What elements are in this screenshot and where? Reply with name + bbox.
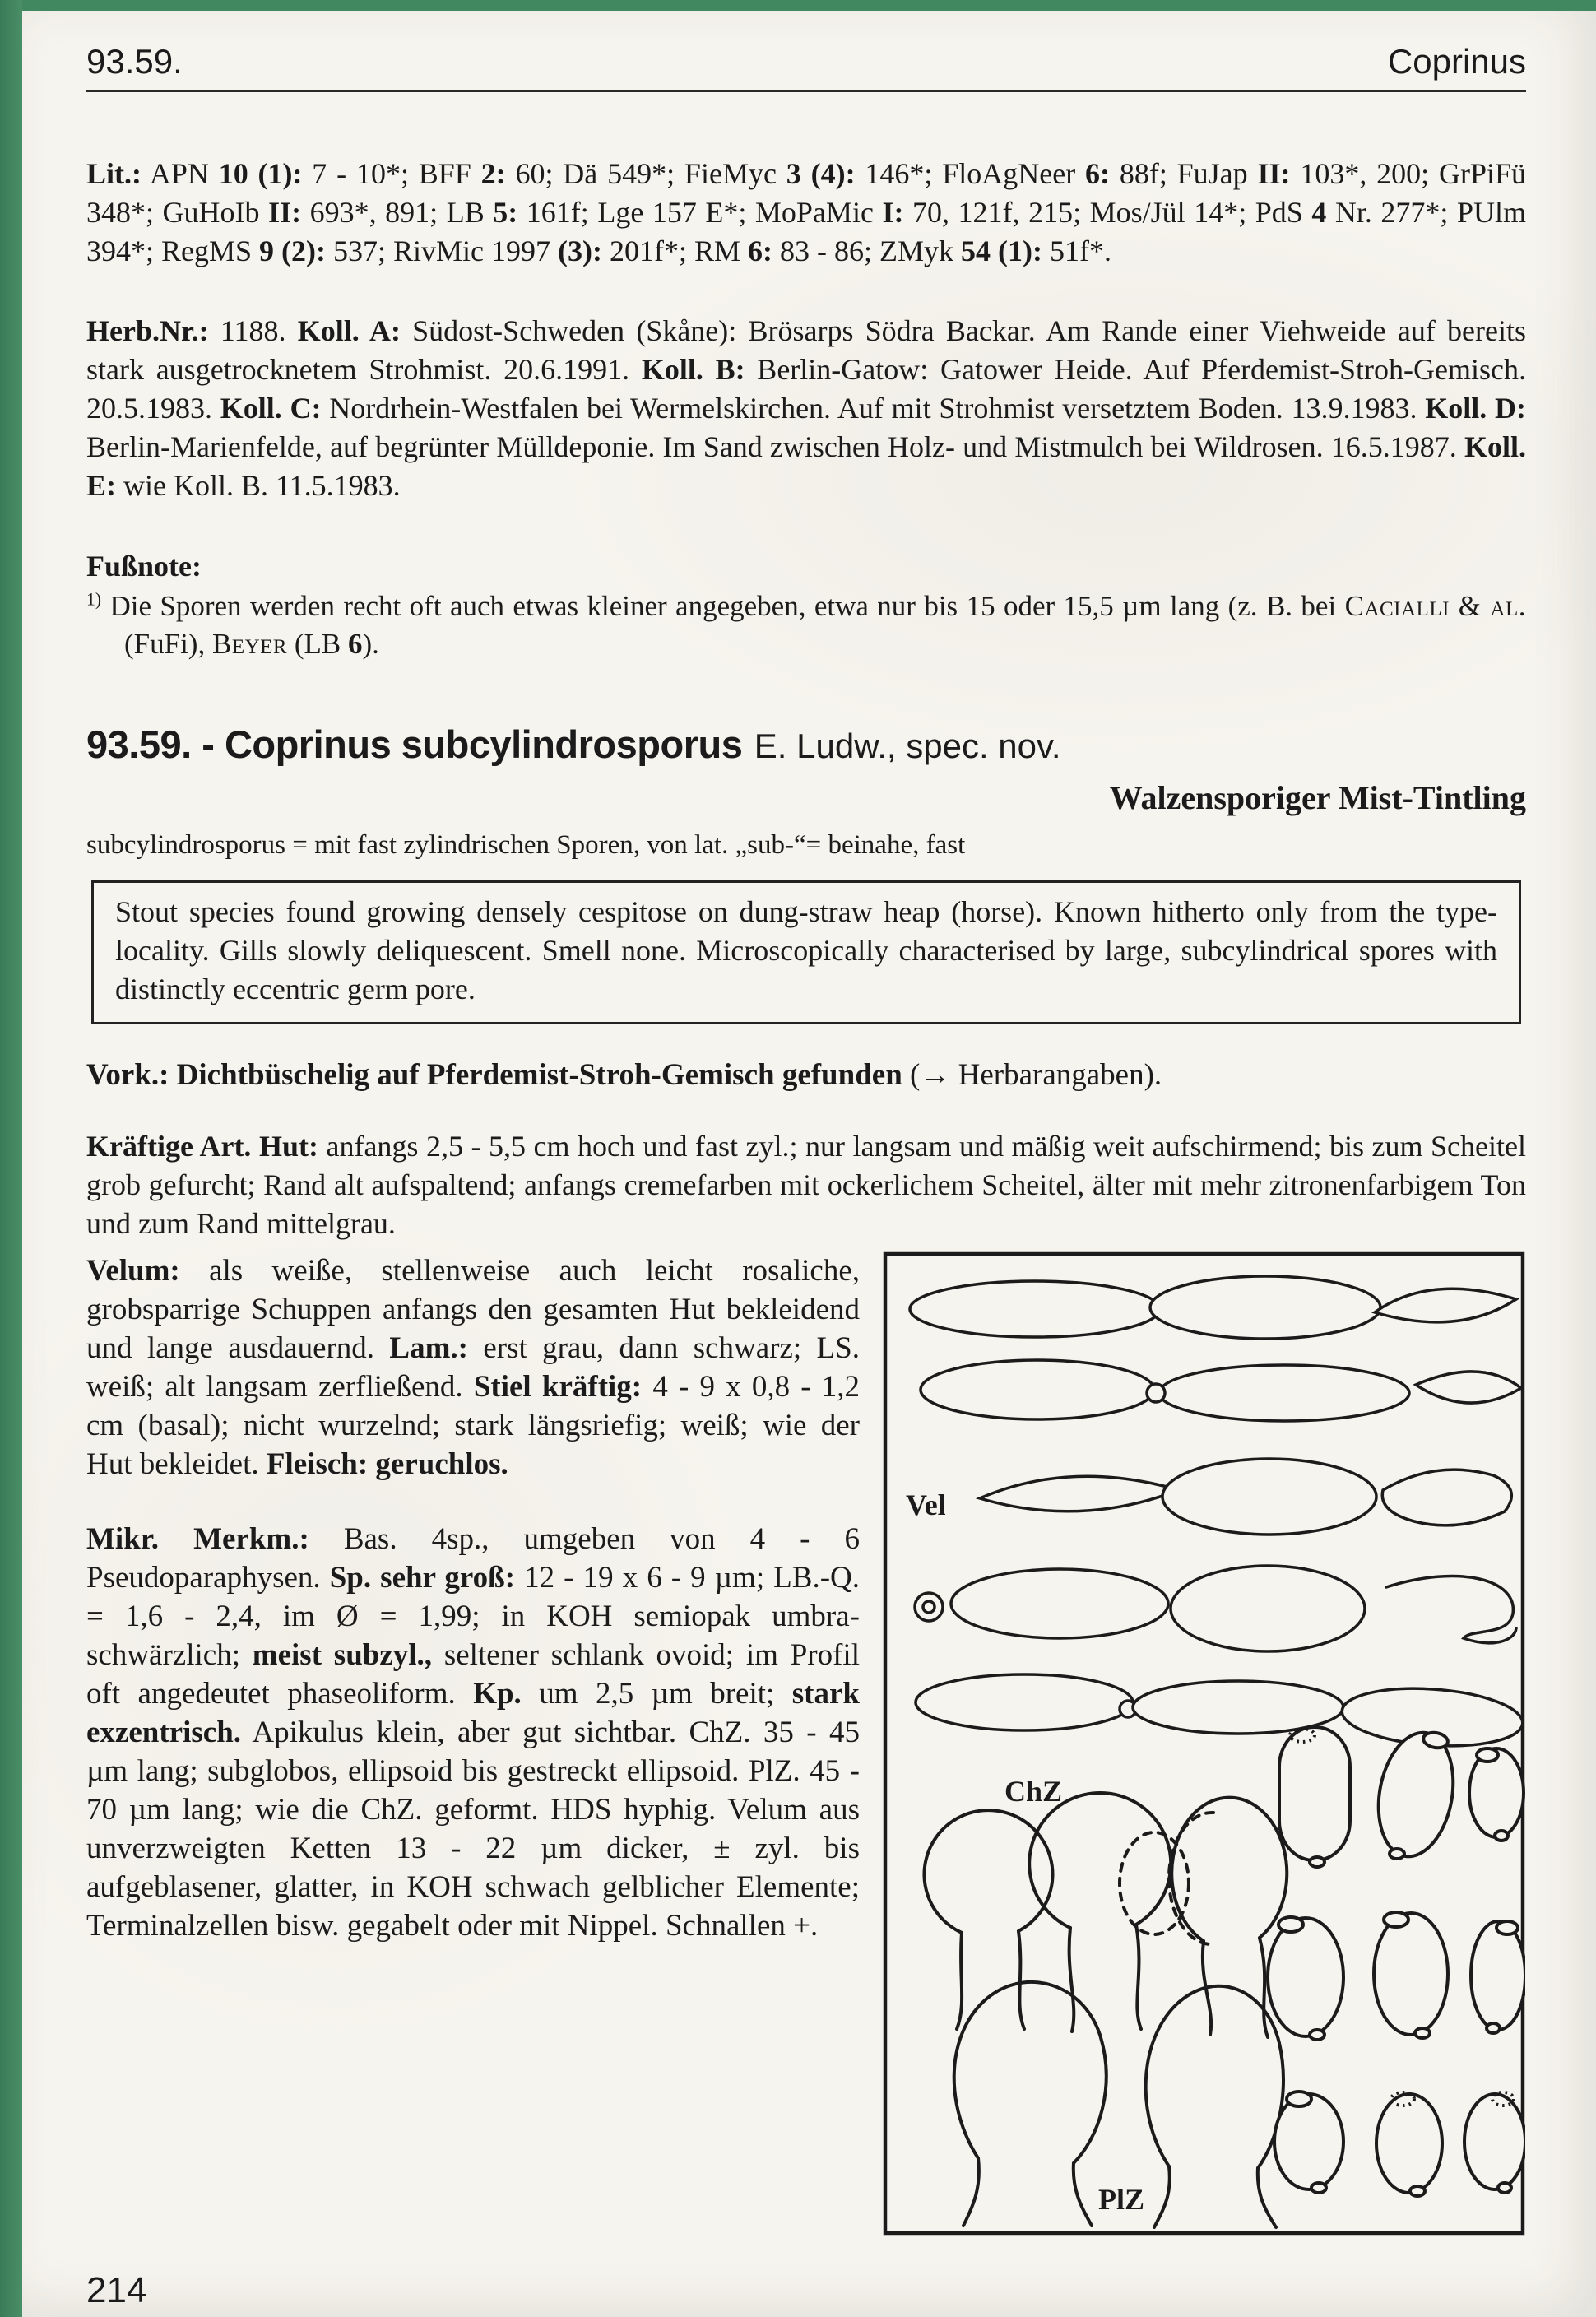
herbarium-paragraph: Herb.Nr.: 1188. Koll. A: Südost-Schweden (Skåne): Brösarps Södra Backar. Am Rande einer Viehweide auf bereits stark ausgetrocknetem Strohmist. 20.6.1991. Koll. B: Berlin-Gatow: Gatower Heide. Auf Pferdemist-Stroh-Gemisch. 20.5.1983. Koll. C: Nordrhein-Westfalen bei Wermelskirchen. Auf mit Strohmist versetztem Boden. 13.9.1983. Koll. D: Berlin-Marienfelde, auf begrünter Mülldeponie. Im Sand zwischen Holz- und Mistmulch bei Wildrosen. 16.5.1987. Koll. E: wie Koll. B. 11.5.1983. <box>86 314 1527 502</box>
literature-paragraph: Lit.: APN 10 (1): 7 - 10*; BFF 2: 60; Dä 549*; FieMyc 3 (4): 146*; FloAgNeer 6: 88f; FuJap II: 103*, 200; GrPiFü 348*; GuHoIb II: 693*, 891; LB 5: 161f; Lge 157 E*; MoPaMic I: 70, 121f, 215; Mos/Jül 14*; PdS 4 Nr. 277*; PUlm 394*; RegMS 9 (2): 537; RivMic 1997 (3): 201f*; RM 6: 83 - 86; ZMyk 54 (1): 51f*. <box>86 157 1527 267</box>
figure-label-cheilocystidia: ChZ <box>1004 1775 1063 1808</box>
macro-description-paragraph: Kräftige Art. Hut: anfangs 2,5 - 5,5 cm hoch und fast zyl.; nur langsam und mäßig weit aufschirmend; bis zum Scheitel grob gefurcht; Rand alt aufspaltend; anfangs cremefarben mit ockerlichem Scheitel, älter mit mehr zitronenfarbigem Ton und zum Rand mittelgrau. <box>86 1130 1527 1240</box>
english-diagnosis-text: Stout species found growing densely cespitose on dung-straw heap (horse). Known hitherto only from the type-locality. Gills slowly deliquescent. Smell none. Microscopically characterised by large, subcylindrical spores with distinctly eccentric germ pore. <box>115 895 1497 1005</box>
footnote-title: Fußnote: <box>86 550 202 583</box>
velum-paragraph: Velum: als weiße, stellenweise auch leicht rosaliche, grobsparrige Schuppen anfangs den gesamten Hut bekleidend und lange ausdauernd. Lam.: erst grau, dann schwarz; LS. weiß; alt langsam zerfließend. Stiel kräftig: 4 - 9 x 0,8 - 1,2 cm (basal); nicht wurzelnd; stark längsriefig; weiß; wie der Hut bekleidet. Fleisch: geruchlos. <box>86 1254 860 1481</box>
scan-edge-left <box>0 0 22 2317</box>
two-column-region <box>86 1251 1526 2236</box>
german-common-name: Walzensporiger Mist-Tintling <box>1109 779 1526 816</box>
spores-drawing <box>1268 1727 1525 2196</box>
page-number: 214 <box>86 2270 147 2310</box>
micro-figure <box>883 1251 1525 2236</box>
figure-label-velum: Vel <box>906 1488 946 1521</box>
book-page <box>22 11 1596 2317</box>
header-rule <box>86 90 1526 92</box>
footnote-text: $^{1)}$ Die Sporen werden recht oft auch etwas kleiner angegeben, etwa nur bis 15 oder 15,5 µm lang (z. B. bei Cacialli & al. (FuFi), Beyer (LB 6). <box>86 589 1526 660</box>
species-heading-author: E. Ludw., spec. nov. <box>754 727 1061 765</box>
left-text-column <box>86 1251 860 2236</box>
figure-label-pleurocystidia: PlZ <box>1098 2183 1145 2216</box>
footnote-block <box>86 548 1526 663</box>
running-header-section-number: 93.59. <box>86 42 183 81</box>
english-diagnosis-box <box>91 880 1521 1024</box>
cheilocystidia-drawing <box>924 1793 1287 2037</box>
occurrence-line: Vork.: Dichtbüschelig auf Pferdemist-Stroh-Gemisch gefunden (→ Herbarangaben). <box>86 1058 1162 1092</box>
micro-drawing-svg <box>883 1251 1525 2236</box>
scan-edge-top <box>0 0 1596 11</box>
etymology-line: subcylindrosporus = mit fast zylindrischen Sporen, von lat. „sub-“= beinahe, fast <box>86 830 966 860</box>
species-heading <box>86 722 1526 777</box>
species-heading-name: 93.59. - Coprinus subcylindrosporus <box>86 722 743 766</box>
running-header-genus: Coprinus <box>1387 42 1526 81</box>
velum-cells-drawing <box>910 1276 1524 1752</box>
running-header <box>86 42 1526 81</box>
micro-description-paragraph: Mikr. Merkm.: Bas. 4sp., umgeben von 4 - 6 Pseudoparaphysen. Sp. sehr groß: 12 - 19 x 6 - 9 µm; LB.-Q. = 1,6 - 2,4, im Ø = 1,99; in KOH semiopak umbra-schwärzlich; meist subzyl., seltener schlank ovoid; im Profil oft angedeutet phaseoliform. Kp. um 2,5 µm breit; stark exzentrisch. Apikulus klein, aber gut sichtbar. ChZ. 35 - 45 µm lang; subglobos, ellipsoid bis gestreckt ellipsoid. PlZ. 45 - 70 µm lang; wie die ChZ. geformt. HDS hyphig. Velum aus unverzweigten Ketten 13 - 22 µm dicker, ± zyl. bis aufgeblasener, glatter, in KOH schwach gelblicher Elemente; Terminalzellen bisw. gegabelt oder mit Nippel. Schnallen +. <box>86 1522 860 1943</box>
